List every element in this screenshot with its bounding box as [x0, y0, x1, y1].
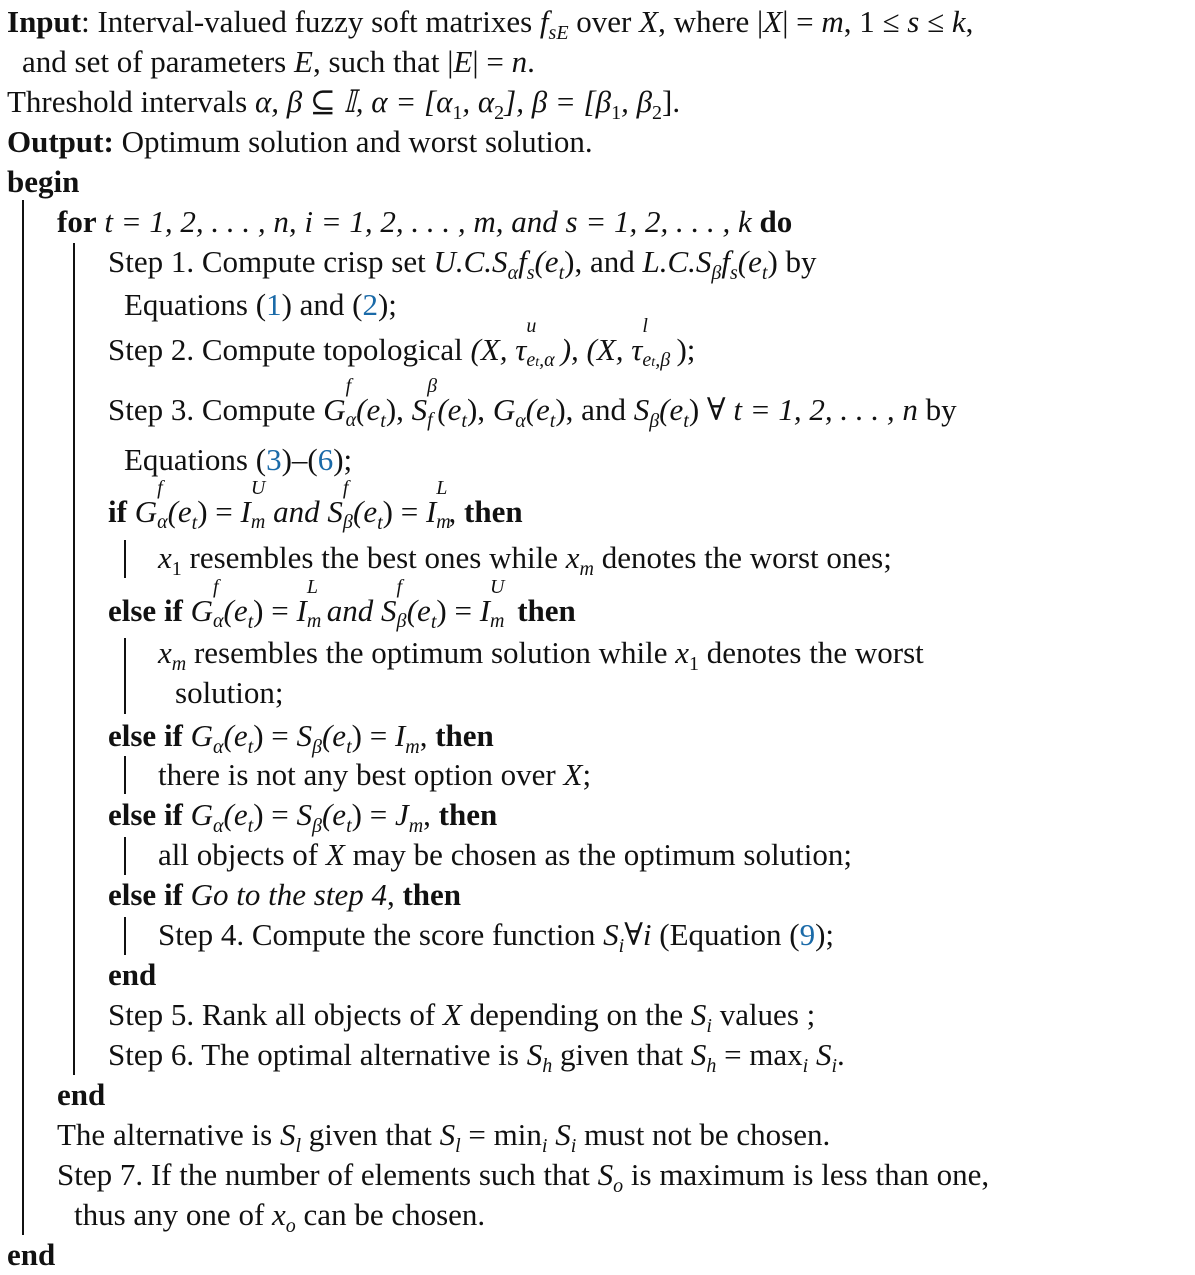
else-if-condition-4: else if $G_\alpha(e_t) = S_\beta(e_t) = J_m$, then	[108, 797, 498, 838]
input-line-continued: and set of parameters E, such that |E| = n.	[22, 44, 535, 79]
for-block-rule	[73, 243, 75, 1075]
for-loop-header: for t = 1, 2, . . . , n, i = 1, 2, . . . , m, and s = 1, 2, . . . , k do	[57, 204, 793, 239]
else-if-condition-3: else if $G_\alpha(e_t) = S_\beta(e_t) = I_m$, then	[108, 718, 494, 759]
step-6: Step 6. The optimal alternative is $S_h$ given that $S_h = \max_i S_i$.	[108, 1037, 845, 1078]
step-7: Step 7. If the number of elements such that $S_o$ is maximum is less than one,	[57, 1157, 990, 1198]
step-3-continued: Equations (3)–(6);	[124, 442, 353, 477]
if1-branch-rule	[124, 540, 126, 578]
else-if-body-4: all objects of X may be chosen as the optimum solution;	[158, 837, 852, 872]
else-if-body-3: there is not any best option over X;	[158, 757, 592, 792]
begin-keyword: begin	[7, 164, 80, 199]
step-2: Step 2. Compute topological (X, τ u et,α ), (X, τ l et,β );	[108, 315, 696, 371]
worst-alternative-line: The alternative is $S_l$ given that $S_l = \min_i S_i$ must not be chosen.	[57, 1117, 831, 1158]
else-if-condition-2: else if G f α $(e_t) = I$ L m and S f β $(e_t) = I$ U m then	[108, 576, 576, 634]
end-begin-keyword: end	[7, 1237, 56, 1272]
end-if-keyword: end	[108, 957, 157, 992]
threshold-line: Threshold intervals α, β ⊆ 𝕀, $\alpha = [\alpha_1$, $\alpha_2$], $\beta = [\beta_1$, $\beta_2$].	[7, 84, 681, 125]
else-if-body-2: $x_m$ resembles the optimum solution while $x_1$ denotes the worst	[158, 635, 924, 676]
else-if-body-2-continued: solution;	[175, 675, 284, 710]
equation-ref-1[interactable]: 1	[266, 287, 282, 322]
else-if-condition-5: else if Go to the step 4, then	[108, 877, 462, 912]
if4-branch-rule	[124, 837, 126, 875]
begin-block-rule	[22, 200, 24, 1235]
if3-branch-rule	[124, 756, 126, 794]
equation-ref-9[interactable]: 9	[799, 917, 816, 952]
else-if-body-5: Step 4. Compute the score function $S_i\forall i$ (Equation (9);	[158, 917, 835, 958]
input-line: Input: Interval-valued fuzzy soft matrixes $f_{sE}$ over X, where |X| = m, 1 ≤ s ≤ k,	[7, 4, 974, 45]
step-1-continued: Equations (1) and (2);	[124, 287, 397, 322]
equation-ref-2[interactable]: 2	[362, 287, 378, 322]
if5-branch-rule	[124, 917, 126, 955]
if-condition-1: if G f α $(e_t) = I$ U m and S f β $(e_t) = I$ L m , then	[108, 477, 523, 535]
equation-ref-3[interactable]: 3	[266, 442, 282, 477]
if-body-1: $x_1$ resembles the best ones while $x_m$ denotes the worst ones;	[158, 540, 892, 581]
if2-branch-rule	[124, 638, 126, 714]
step-3: Step 3. Compute G f α $(e_t)$, S β f $(e_t)$, $G_\alpha(e_t)$, and $S_\beta(e_t)$ ∀ t = 1, 2, . . . , n by	[108, 375, 957, 433]
equation-ref-6[interactable]: 6	[317, 442, 334, 477]
input-label: Input	[7, 4, 82, 39]
output-label: Output:	[7, 124, 114, 159]
step-5: Step 5. Rank all objects of X depending on the $S_i$ values ;	[108, 997, 816, 1038]
step-1: Step 1. Compute crisp set $U.C.S_\alpha f_s(e_t)$, and $L.C.S_\beta f_s(e_t)$ by	[108, 244, 817, 285]
end-for-keyword: end	[57, 1077, 106, 1112]
step-7-continued: thus any one of $x_o$ can be chosen.	[74, 1197, 486, 1238]
output-line: Output: Optimum solution and worst solution.	[7, 124, 593, 159]
